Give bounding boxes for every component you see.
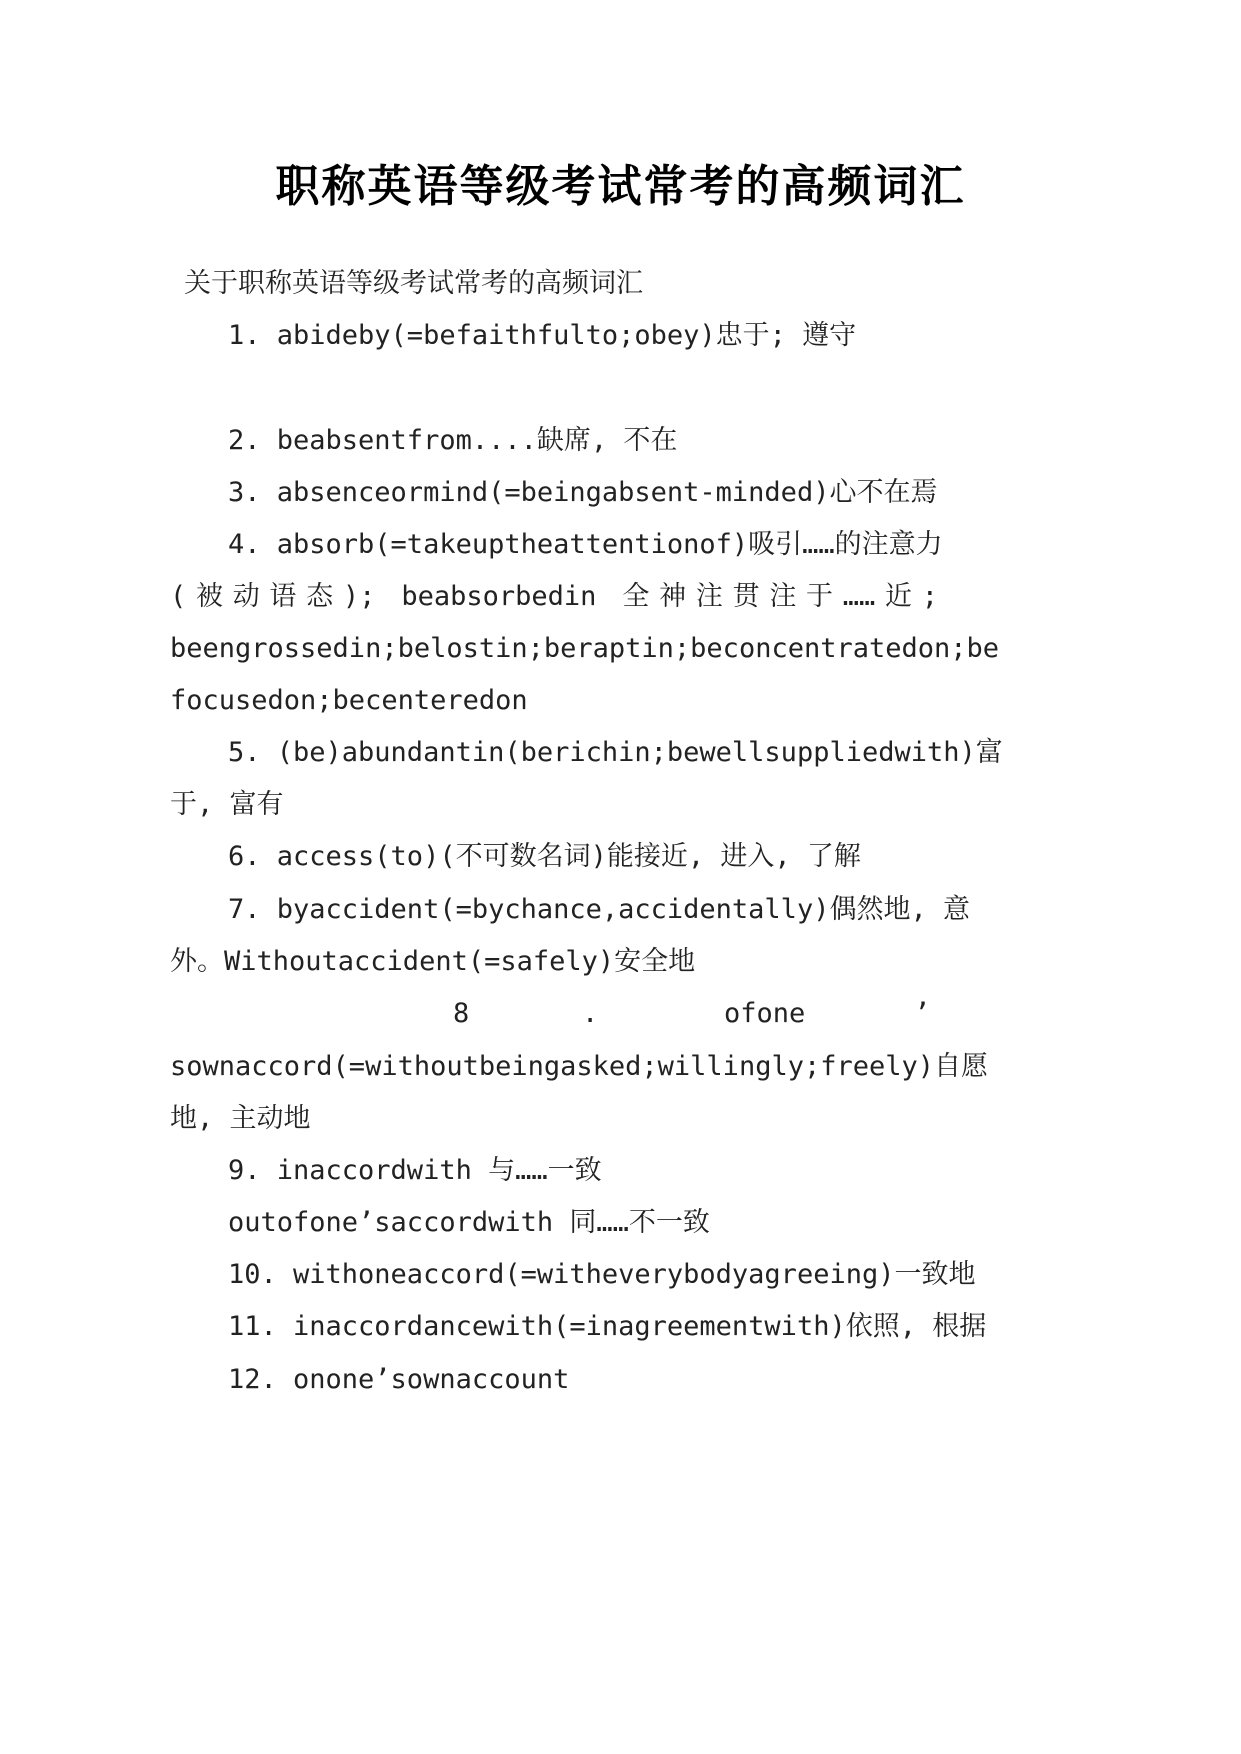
entry-11: 11. inaccordancewith(=inagreementwith)依照, 根据: [228, 1311, 987, 1342]
entry-8-dot: .: [582, 998, 599, 1029]
entry-5-line-1: 5. (be)abundantin(berichin;bewellsuppliedwith)富: [228, 737, 1003, 768]
entry-4-line-1: 4. absorb(=takeuptheattentionof)吸引……的注意力: [228, 529, 943, 560]
entry-1: 1. abideby(=befaithfulto;obey)忠于; 遵守: [228, 320, 857, 351]
entry-3: 3. absenceormind(=beingabsent-minded)心不在焉: [228, 477, 938, 508]
entry-10: 10. withoneaccord(=witheverybodyagreeing)一致地: [228, 1259, 976, 1290]
entry-6: 6. access(to)(不可数名词)能接近, 进入, 了解: [228, 841, 861, 872]
entry-7-line-2: 外。Withoutaccident(=safely)安全地: [170, 946, 696, 977]
page-title: 职称英语等级考试常考的高频词汇: [275, 161, 966, 212]
entry-4-line-2: (被动语态); beabsorbedin 全神注贯注于……近;: [170, 581, 938, 612]
entry-8-number: 8: [453, 998, 470, 1029]
entry-8-line-3: 地, 主动地: [170, 1103, 311, 1134]
entry-9-line-2: outofone’saccordwith 同……不一致: [228, 1207, 710, 1238]
entry-8-line-2: sownaccord(=withoutbeingasked;willingly;freely)自愿: [170, 1051, 989, 1082]
entry-4-line-3: beengrossedin;belostin;beraptin;beconcentratedon;be: [170, 633, 1000, 664]
entry-9: 9. inaccordwith 与……一致: [228, 1155, 602, 1186]
entry-8-apostrophe: ’: [914, 998, 931, 1029]
entry-7-line-1: 7. byaccident(=bychance,accidentally)偶然地, 意: [228, 894, 970, 925]
intro-line: 关于职称英语等级考试常考的高频词汇: [184, 268, 643, 299]
entry-12: 12. onone’sownaccount: [228, 1364, 570, 1395]
entry-4-line-4: focusedon;becenteredon: [170, 685, 528, 716]
entry-2: 2. beabsentfrom....缺席, 不在: [228, 425, 678, 456]
entry-5-line-2: 于, 富有: [170, 789, 284, 820]
entry-8-word: ofone: [724, 998, 806, 1029]
